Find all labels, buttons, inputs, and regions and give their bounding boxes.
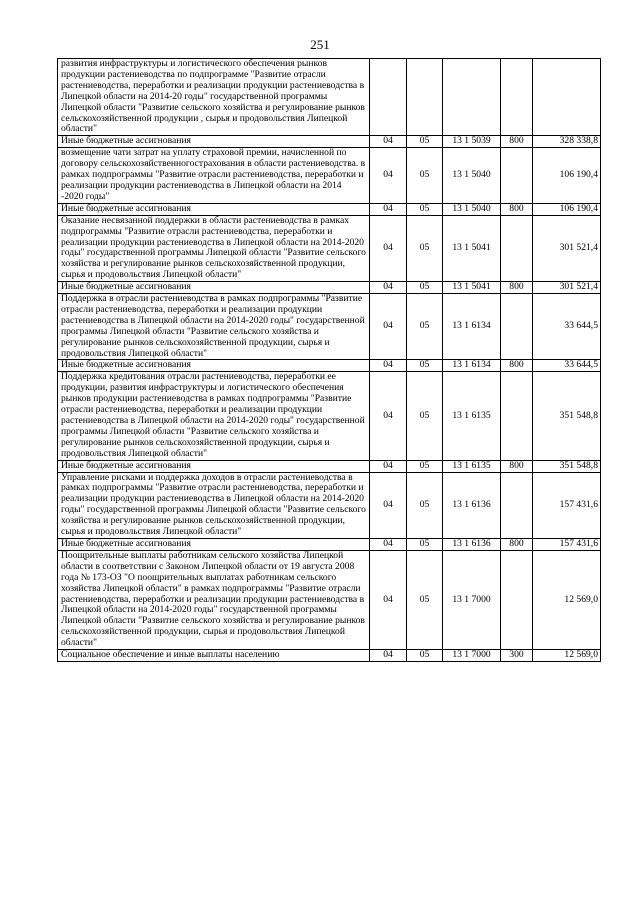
section-code-cell: 05: [407, 550, 443, 649]
amount-cell: 106 190,4: [533, 148, 601, 204]
section-code-cell: 05: [407, 372, 443, 460]
expense-type-cell: 800: [501, 460, 533, 472]
article-code-cell: [443, 59, 501, 136]
table-row: [58, 460, 601, 472]
ministry-code-cell: 04: [370, 650, 407, 662]
table-row: [58, 215, 601, 281]
expense-type-cell: 800: [501, 203, 533, 215]
table-row: [58, 472, 601, 538]
amount-cell: 351 548,8: [533, 460, 601, 472]
expense-type-cell: 800: [501, 360, 533, 372]
amount-cell: 328 338,8: [533, 136, 601, 148]
article-code-cell: 13 1 6136: [443, 538, 501, 550]
budget-table-body: [58, 59, 601, 662]
article-code-cell: 13 1 6134: [443, 360, 501, 372]
table-row: [58, 538, 601, 550]
ministry-code-cell: 04: [370, 136, 407, 148]
amount-cell: 157 431,6: [533, 472, 601, 538]
amount-cell: 33 644,5: [533, 294, 601, 360]
expense-type-cell: [501, 148, 533, 204]
table-row: [58, 360, 601, 372]
expense-type-cell: [501, 372, 533, 460]
ministry-code-cell: 04: [370, 550, 407, 649]
ministry-code-cell: 04: [370, 148, 407, 204]
expense-type-cell: [501, 550, 533, 649]
row-name-cell: Иные бюджетные ассигнования: [58, 538, 370, 550]
row-name-cell: Иные бюджетные ассигнования: [58, 460, 370, 472]
ministry-code-cell: 04: [370, 538, 407, 550]
expense-type-cell: 800: [501, 136, 533, 148]
expense-type-cell: [501, 294, 533, 360]
table-row: [58, 550, 601, 649]
budget-table: [57, 58, 601, 662]
expense-type-cell: 300: [501, 650, 533, 662]
section-code-cell: 05: [407, 282, 443, 294]
article-code-cell: 13 1 5041: [443, 282, 501, 294]
article-code-cell: 13 1 5039: [443, 136, 501, 148]
row-name-cell: Поддержка в отрасли растениеводства в рамках подпрограммы "Развитие отрасли растениеводства, переработки и реализации продукции растениеводства в Липецкой области на 2014-2020 годы" государственной программы Липецкой области "Развитие сельского хозяйства и регулирование рынков сельскохозяйственной продукции, сырья и продовольствия Липецкой области": [58, 294, 370, 360]
amount-cell: 301 521,4: [533, 215, 601, 281]
ministry-code-cell: 04: [370, 360, 407, 372]
ministry-code-cell: 04: [370, 203, 407, 215]
table-row: [58, 203, 601, 215]
section-code-cell: 05: [407, 294, 443, 360]
amount-cell: 351 548,8: [533, 372, 601, 460]
article-code-cell: 13 1 6134: [443, 294, 501, 360]
row-name-cell: Иные бюджетные ассигнования: [58, 282, 370, 294]
article-code-cell: 13 1 6135: [443, 372, 501, 460]
amount-cell: 33 644,5: [533, 360, 601, 372]
article-code-cell: 13 1 5040: [443, 148, 501, 204]
expense-type-cell: 800: [501, 538, 533, 550]
ministry-code-cell: [370, 59, 407, 136]
row-name-cell: Поощрительные выплаты работникам сельского хозяйства Липецкой области в соответствии с Законом Липецкой области от 19 августа 2008 года № 173-ОЗ "О поощрительных выплатах работникам сельского хозяйства Липецкой области" в рамках подпрограммы "Развитие отрасли растениеводства, переработки и реализации продукции растениеводства в Липецкой области на 2014-2020 годы" государственной программы Липецкой области "Развитие сельского хозяйства и регулирование рынков сельскохозяйственной продукции, сырья и продовольствия Липецкой области": [58, 550, 370, 649]
ministry-code-cell: 04: [370, 215, 407, 281]
section-code-cell: 05: [407, 136, 443, 148]
section-code-cell: 05: [407, 203, 443, 215]
ministry-code-cell: 04: [370, 472, 407, 538]
article-code-cell: 13 1 6136: [443, 472, 501, 538]
row-name-cell: Иные бюджетные ассигнования: [58, 203, 370, 215]
section-code-cell: 05: [407, 215, 443, 281]
section-code-cell: 05: [407, 148, 443, 204]
row-name-cell: возмещение чати затрат на уплату страховой премии, начисленной по договору сельскохозяйственногострахования в области растениеводства. в рамках подпрограммы "Развитие отрасли растениеводства, переработки и реализации продукции растениеводства в Липецкой области на 2014 -2020 годы": [58, 148, 370, 204]
amount-cell: [533, 59, 601, 136]
section-code-cell: 05: [407, 472, 443, 538]
ministry-code-cell: 04: [370, 294, 407, 360]
row-name-cell: развития инфраструктуры и логистического обеспечения рынков продукции растениеводства по подпрограмме "Развитие отрасли растениеводства, переработки и реализации продукции растениеводства в Липецкой области на 2014-20 годы" государственной программы Липецкой области "Развитие сельского хозяйства и регулирование рынков сельскохозяйственной продукции , сырья и продовольствия Липецкой области": [58, 59, 370, 136]
article-code-cell: 13 1 7000: [443, 650, 501, 662]
ministry-code-cell: 04: [370, 460, 407, 472]
expense-type-cell: 800: [501, 282, 533, 294]
ministry-code-cell: 04: [370, 282, 407, 294]
section-code-cell: 05: [407, 460, 443, 472]
article-code-cell: 13 1 7000: [443, 550, 501, 649]
amount-cell: 301 521,4: [533, 282, 601, 294]
row-name-cell: Социальное обеспечение и иные выплаты населению: [58, 650, 370, 662]
table-row: [58, 650, 601, 662]
section-code-cell: [407, 59, 443, 136]
article-code-cell: 13 1 5040: [443, 203, 501, 215]
article-code-cell: 13 1 6135: [443, 460, 501, 472]
section-code-cell: 05: [407, 360, 443, 372]
expense-type-cell: [501, 215, 533, 281]
table-row: [58, 294, 601, 360]
table-row: [58, 282, 601, 294]
page-number: 251: [310, 37, 330, 52]
amount-cell: 157 431,6: [533, 538, 601, 550]
expense-type-cell: [501, 59, 533, 136]
section-code-cell: 05: [407, 538, 443, 550]
table-row: [58, 136, 601, 148]
expense-type-cell: [501, 472, 533, 538]
table-row: [58, 59, 601, 136]
article-code-cell: 13 1 5041: [443, 215, 501, 281]
amount-cell: 106 190,4: [533, 203, 601, 215]
amount-cell: 12 569,0: [533, 550, 601, 649]
row-name-cell: Оказание несвязанной поддержки в области растениеводства в рамках подпрограммы "Развитие отрасли растениеводства, переработки и реализации продукции растениеводства в Липецкой области на 2014-2020 годы" государственной программы Липецкой области "Развитие сельского хозяйства и регулирование рынков сельскохозяйственной продукции, сырья и продовольствия Липецкой области": [58, 215, 370, 281]
row-name-cell: Поддержка кредитования отрасли растениеводства, переработки ее продукции, развития инфраструктуры и логистического обеспечения рынков продукции растениеводства в рамках подпрограммы "Развитие отрасли растениеводства, переработки и реализации продукции растениеводства в Липецкой области на 2014-2020 годы" государственной программы Липецкой области "Развитие сельского хозяйства и регулирование рынков сельскохозяйственной продукции, сырья и продовольствия Липецкой области": [58, 372, 370, 460]
section-code-cell: 05: [407, 650, 443, 662]
row-name-cell: Управление рисками и поддержка доходов в отрасли растениеводства в рамках подпрограммы "Развитие отрасли растениеводства, переработки и реализации продукции растениеводства в Липецкой области на 2014-2020 годы" государственной программы Липецкой области "Развитие сельского хозяйства и регулирование рынков сельскохозяйственной продукции, сырья и продовольствия Липецкой области": [58, 472, 370, 538]
row-name-cell: Иные бюджетные ассигнования: [58, 136, 370, 148]
amount-cell: 12 569,0: [533, 650, 601, 662]
ministry-code-cell: 04: [370, 372, 407, 460]
table-row: [58, 148, 601, 204]
table-row: [58, 372, 601, 460]
row-name-cell: Иные бюджетные ассигнования: [58, 360, 370, 372]
